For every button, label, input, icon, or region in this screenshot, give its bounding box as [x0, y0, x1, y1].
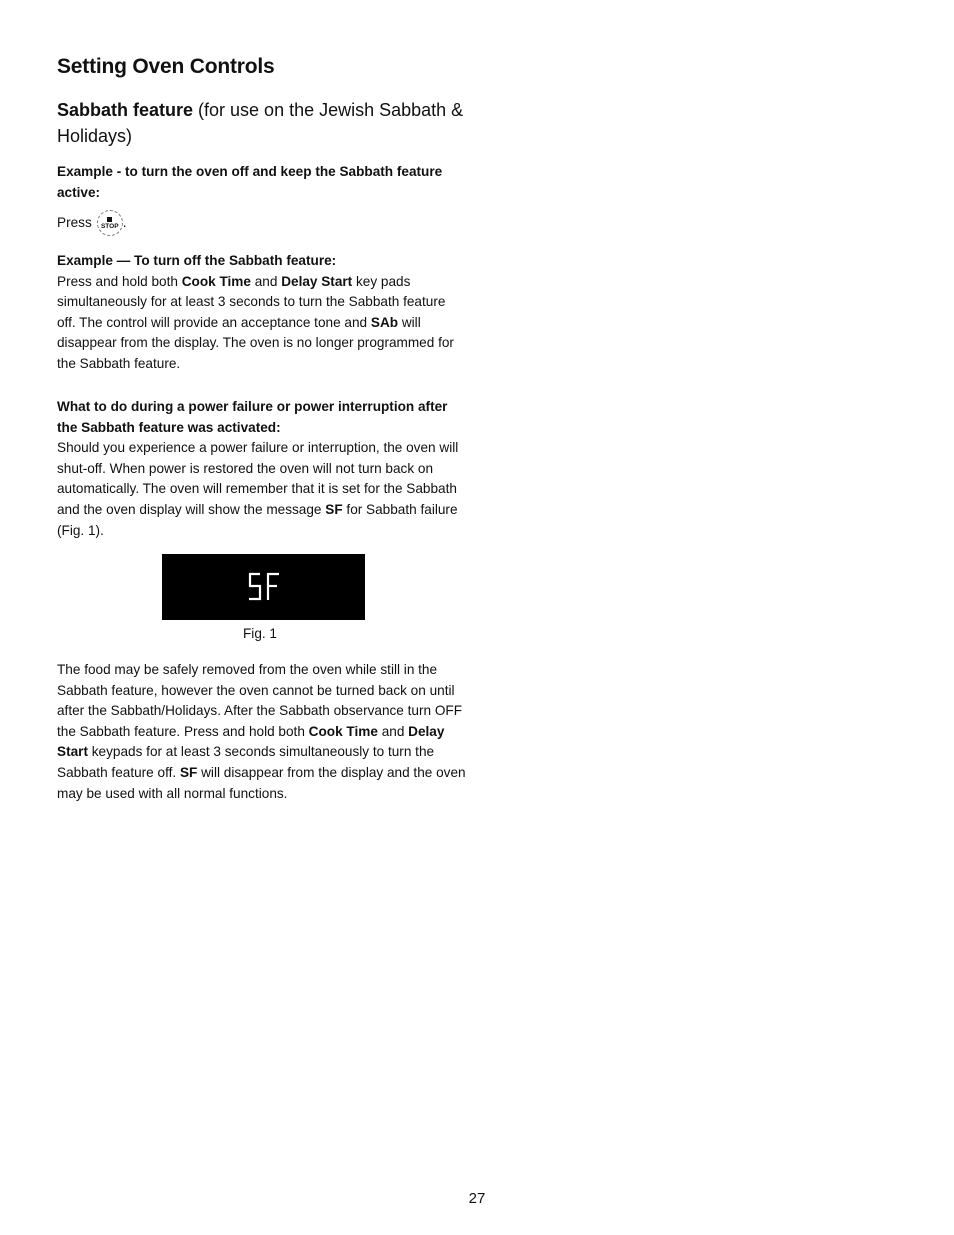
stop-key-icon [97, 210, 123, 236]
example-turn-off-sabbath [57, 251, 467, 375]
press-period: . [122, 215, 127, 230]
sf-display-readout [247, 572, 281, 602]
example-turn-off-sabbath-body: Press and hold both Cook Time and Delay Start key pads simultaneously for at least 3 seconds to turn the Sabbath feature off. The control will provide an acceptance tone and SAb will disappear from the display. The oven is no longer programmed for the Sabbath feature. [57, 273, 454, 371]
example-turn-oven-off-heading: Example - to turn the oven off and keep the Sabbath feature active: [57, 164, 443, 200]
figure-caption: Fig. 1 [243, 626, 277, 641]
stop-square-icon [107, 217, 112, 222]
press-stop-instruction [57, 210, 127, 236]
oven-display-figure [162, 554, 365, 620]
press-label: Press [57, 215, 92, 230]
section-title-subtitle: (for use on the Jewish Sabbath & Holidays) [57, 100, 464, 146]
stop-key-label: STOP [100, 222, 119, 230]
section-title-bold: Sabbath feature [57, 100, 194, 120]
example-turn-off-sabbath-heading: Example — To turn off the Sabbath feature: [57, 253, 337, 268]
page-number: 27 [468, 1190, 486, 1207]
page-title: Setting Oven Controls [57, 55, 275, 78]
power-failure-heading: What to do during a power failure or power interruption after the Sabbath feature was activated: [57, 399, 448, 435]
final-paragraph [57, 660, 467, 804]
power-failure-body: Should you experience a power failure or interruption, the oven will shut-off. When power is restored the oven will not turn back on automatically. The oven will remember that it is set for the Sabbath and the oven display will show the message SF for Sabbath failure (Fig. 1). [57, 440, 459, 538]
power-failure-section [57, 397, 467, 541]
example-turn-oven-off [57, 162, 467, 203]
final-paragraph-body: The food may be safely removed from the oven while still in the Sabbath feature, however the oven cannot be turned back on until after the Sabbath/Holidays. After the Sabbath observance turn OFF the Sabbath feature. Press and hold both Cook Time and Delay Start keypads for at least 3 seconds simultaneously to turn the Sabbath feature off. SF will disappear from the display and the oven may be used with all normal functions. [57, 662, 466, 801]
section-title [57, 97, 477, 149]
